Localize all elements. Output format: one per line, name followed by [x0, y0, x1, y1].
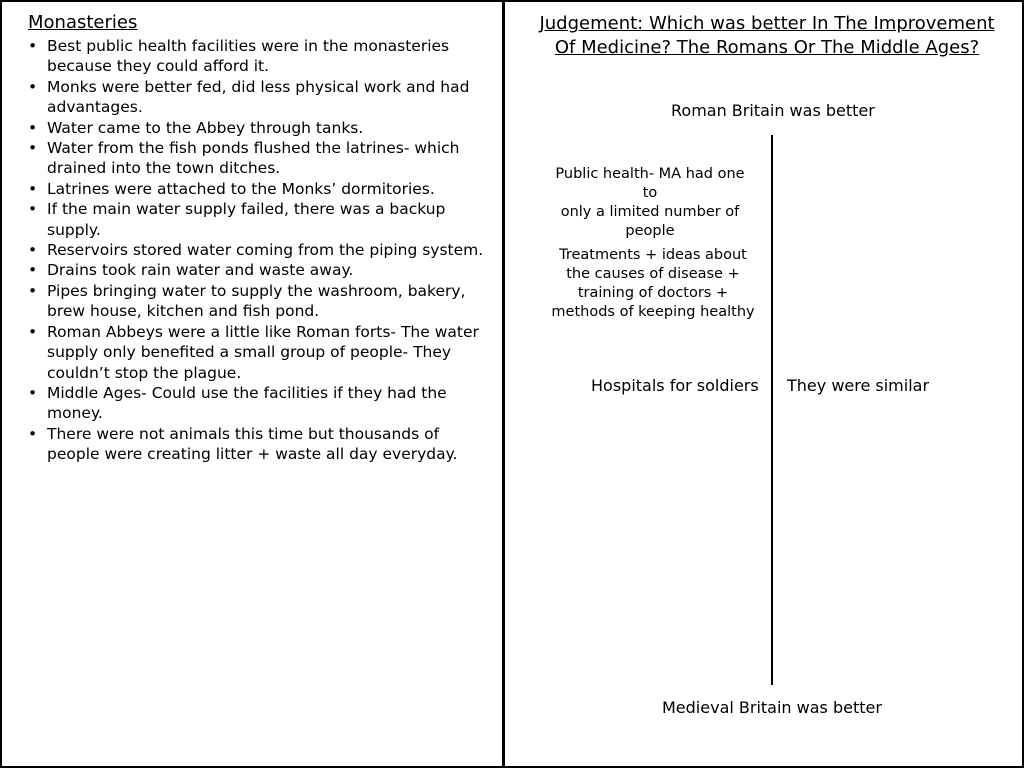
public-health-note-line: only a limited number of people [560, 204, 740, 239]
hospitals-note: Hospitals for soldiers [591, 376, 759, 395]
judgement-panel [503, 0, 1024, 768]
treatments-note: Treatments + ideas about the causes of disease + training of doctors + methods of keeping healthy [551, 247, 755, 320]
bullet-item: • Pipes bringing water to supply the washroom, bakery, brew house, kitchen and fish pond. [28, 281, 488, 322]
bullet-item: • Water from the fish ponds flushed the latrines- which drained into the town ditches. [28, 138, 488, 179]
monasteries-bullet-list [28, 36, 488, 465]
bullet-item: • Middle Ages- Could use the facilities if they had the money. [28, 383, 488, 424]
monasteries-title: Monasteries [28, 12, 138, 33]
judgement-title: Judgement: Which was better In The Improvement Of Medicine? The Romans Or The Middle Ages? [539, 13, 995, 58]
bullet-item: • Monks were better fed, did less physical work and had advantages. [28, 77, 488, 118]
roman-better-label: Roman Britain was better [671, 101, 875, 120]
bullet-item: • Latrines were attached to the Monks’ dormitories. [28, 179, 488, 199]
public-health-note [550, 165, 750, 241]
similar-note: They were similar [787, 376, 930, 395]
public-health-note-line: Public health- MA had one [555, 166, 745, 182]
bullet-item: • Reservoirs stored water coming from the piping system. [28, 240, 488, 260]
judgement-scale-line [771, 135, 773, 685]
bullet-item: • There were not animals this time but thousands of people were creating litter + waste all day everyday. [28, 424, 488, 465]
bullet-item: • Drains took rain water and waste away. [28, 260, 488, 280]
public-health-note-line: to [642, 185, 658, 201]
bullet-item: • Best public health facilities were in the monasteries because they could afford it. [28, 36, 488, 77]
monasteries-panel [0, 0, 504, 768]
bullet-item: • Roman Abbeys were a little like Roman forts- The water supply only benefited a small group of people- They couldn’t stop the plague. [28, 322, 488, 383]
bullet-item: • If the main water supply failed, there was a backup supply. [28, 199, 488, 240]
bullet-item: • Water came to the Abbey through tanks. [28, 118, 488, 138]
medieval-better-label: Medieval Britain was better [662, 698, 882, 717]
